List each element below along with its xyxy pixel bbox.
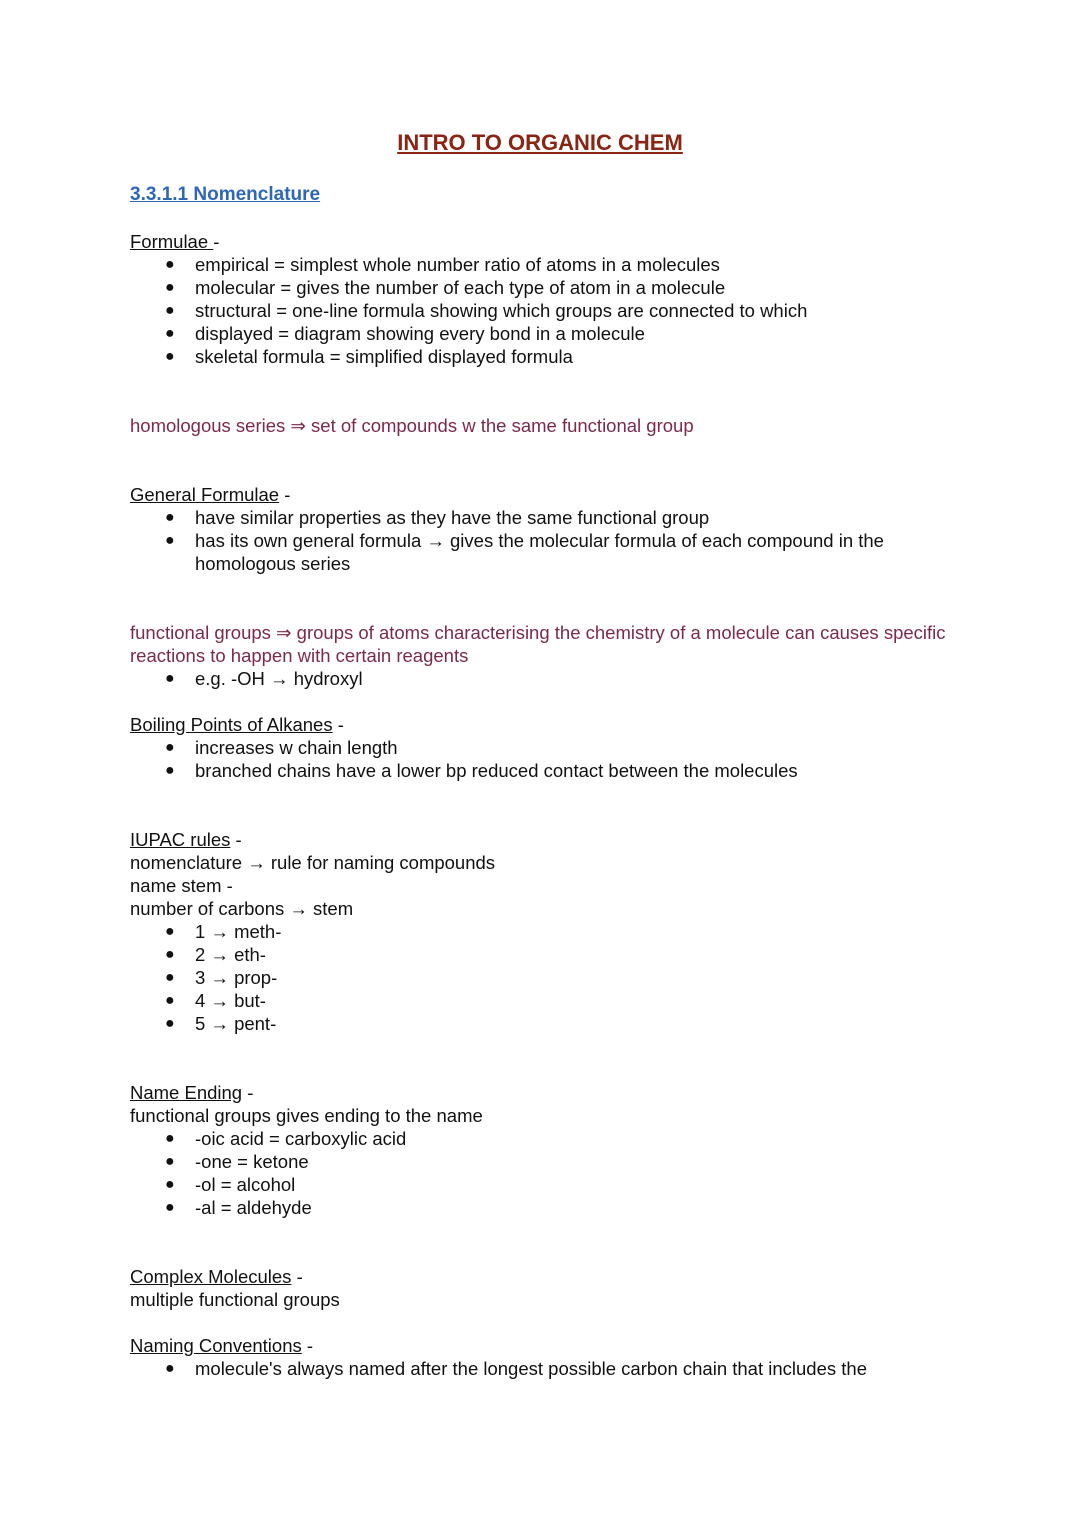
general-heading: General Formulae (130, 484, 280, 505)
bullet-icon: ● (165, 509, 175, 526)
naming-heading-suffix: - (301, 1335, 314, 1356)
list-item-text: increases w chain length (195, 737, 398, 758)
list-item (130, 276, 960, 299)
list-item (130, 1357, 960, 1380)
formulae-list (130, 253, 960, 368)
bullet-icon: ● (165, 1015, 175, 1032)
bullet-icon: ● (165, 256, 175, 273)
complex-heading-line (130, 1265, 960, 1288)
naming-heading-line (130, 1334, 960, 1357)
formulae-heading: Formulae (130, 231, 214, 252)
list-item (130, 920, 960, 943)
complex-line: multiple functional groups (130, 1289, 340, 1310)
list-item (130, 943, 960, 966)
list-item (130, 736, 960, 759)
bullet-icon: ● (165, 1360, 175, 1377)
list-item-text: 4 → but- (195, 990, 266, 1011)
list-item (130, 506, 960, 529)
list-item-text: branched chains have a lower bp reduced contact between the molecules (195, 760, 798, 781)
ending-heading-suffix: - (242, 1082, 254, 1103)
bullet-icon: ● (165, 1153, 175, 1170)
list-item-text: molecule's always named after the longest possible carbon chain that includes the (195, 1358, 867, 1379)
list-item (130, 759, 960, 782)
list-item (130, 1012, 960, 1035)
iupac-line: name stem - (130, 875, 233, 896)
complex-heading-suffix: - (291, 1266, 303, 1287)
bullet-icon: ● (165, 325, 175, 342)
list-item-text: 2 → eth- (195, 944, 266, 965)
bullet-icon: ● (165, 946, 175, 963)
document-body (130, 230, 960, 1380)
bullet-icon: ● (165, 762, 175, 779)
ending-line: functional groups gives ending to the name (130, 1105, 483, 1126)
list-item (130, 1196, 960, 1219)
list-item (130, 1150, 960, 1173)
list-item-text: 1 → meth- (195, 921, 282, 942)
list-item (130, 966, 960, 989)
boiling-heading: Boiling Points of Alkanes (130, 714, 333, 735)
bullet-icon: ● (165, 532, 175, 549)
naming-list (130, 1357, 960, 1380)
bullet-icon: ● (165, 348, 175, 365)
boiling-list (130, 736, 960, 782)
general-heading-suffix: - (279, 484, 291, 505)
bullet-icon: ● (165, 1176, 175, 1193)
list-item (130, 529, 960, 575)
functional-list (130, 667, 960, 690)
list-item-text: skeletal formula = simplified displayed formula (195, 346, 573, 367)
ending-heading: Name Ending (130, 1082, 243, 1103)
list-item-text: have similar properties as they have the same functional group (195, 507, 710, 528)
list-item-text: displayed = diagram showing every bond in a molecule (195, 323, 645, 344)
bullet-icon: ● (165, 969, 175, 986)
list-item (130, 667, 960, 690)
bullet-icon: ● (165, 923, 175, 940)
list-item (130, 1127, 960, 1150)
naming-heading: Naming Conventions (130, 1335, 302, 1356)
list-item (130, 345, 960, 368)
list-item (130, 1173, 960, 1196)
bullet-icon: ● (165, 279, 175, 296)
list-item (130, 322, 960, 345)
iupac-list (130, 920, 960, 1035)
ending-list (130, 1127, 960, 1219)
list-item-text: molecular = gives the number of each type of atom in a molecule (195, 277, 726, 298)
list-item-text: -al = aldehyde (195, 1197, 312, 1218)
list-item (130, 989, 960, 1012)
boiling-heading-suffix: - (332, 714, 344, 735)
iupac-heading-line (130, 828, 960, 851)
boiling-heading-line (130, 713, 960, 736)
bullet-icon: ● (165, 1199, 175, 1216)
list-item-text: has its own general formula → gives the molecular formula of each compound in the homologous series (195, 530, 884, 574)
bullet-icon: ● (165, 670, 175, 687)
formulae-heading-suffix: - (213, 231, 220, 252)
list-item-text: -oic acid = carboxylic acid (195, 1128, 407, 1149)
page-title: INTRO TO ORGANIC CHEM (397, 130, 683, 155)
list-item-text: e.g. -OH → hydroxyl (195, 668, 363, 689)
bullet-icon: ● (165, 1130, 175, 1147)
homologous-definition: homologous series ⇒ set of compounds w the same functional group (130, 415, 694, 436)
list-item (130, 253, 960, 276)
section-heading: 3.3.1.1 Nomenclature (130, 184, 321, 205)
iupac-heading-suffix: - (230, 829, 242, 850)
list-item-text: empirical = simplest whole number ratio of atoms in a molecules (195, 254, 720, 275)
ending-heading-line (130, 1081, 960, 1104)
iupac-line: nomenclature → rule for naming compounds (130, 852, 496, 873)
general-heading-line (130, 483, 960, 506)
list-item-text: -ol = alcohol (195, 1174, 296, 1195)
bullet-icon: ● (165, 739, 175, 756)
list-item-text: -one = ketone (195, 1151, 309, 1172)
formulae-heading-line (130, 230, 960, 253)
general-list (130, 506, 960, 575)
list-item-text: 5 → pent- (195, 1013, 277, 1034)
bullet-icon: ● (165, 992, 175, 1009)
bullet-icon: ● (165, 302, 175, 319)
iupac-heading: IUPAC rules (130, 829, 231, 850)
list-item-text: 3 → prop- (195, 967, 278, 988)
complex-heading: Complex Molecules (130, 1266, 292, 1287)
list-item-text: structural = one-line formula showing which groups are connected to which (195, 300, 808, 321)
functional-definition: functional groups ⇒ groups of atoms characterising the chemistry of a molecule can causes specific reactions to happen with certain reagents (130, 622, 946, 666)
iupac-line: number of carbons → stem (130, 898, 354, 919)
list-item (130, 299, 960, 322)
